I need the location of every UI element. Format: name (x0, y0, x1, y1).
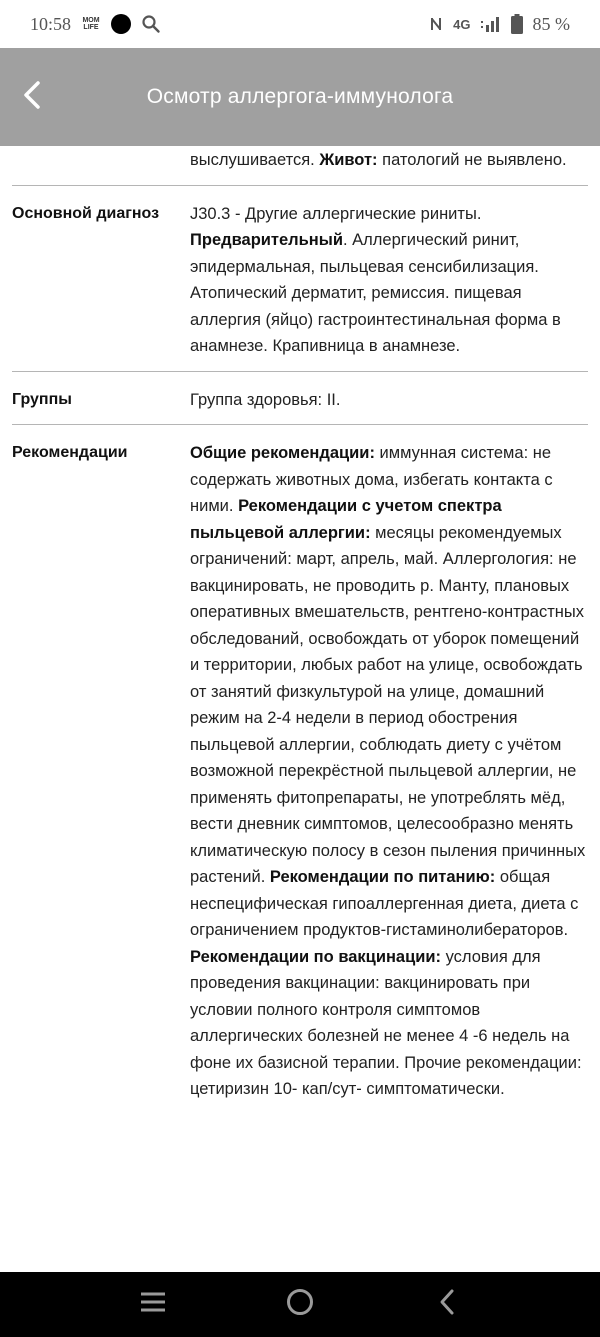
text-segment: месяцы рекомендуемых ограничений: март, апрель, май. Аллергология: не вакцинировать, не проводить р. Манту, плановых оперативных вмешательств, рентгено-контрастных обследований, освобождать от уборок помещений и территории, любых работ на улице, освобождать от занятий физкультурой на улице, домашний режим на 2-4 недели в период обострения пыльцевой аллергии, соблюдать диету с учётом возможной перекрёстной пыльцевой аллергии, не применять фитопрепараты, не употреблять мёд, вести дневник симптомов, целесообразно менять климатическую полосу в сезон пыления причинных растений. (190, 523, 586, 886)
row-value (190, 371, 588, 425)
text-segment-bold: Общие рекомендации: (190, 444, 375, 462)
network-type: 4G (453, 16, 471, 32)
page-title: Осмотр аллергога-иммунолога (146, 85, 454, 108)
back-button[interactable] (2, 48, 62, 146)
chevron-left-icon (21, 80, 43, 115)
app-header (0, 48, 600, 146)
nav-back-button[interactable] (417, 1275, 477, 1335)
text-segment-bold: Рекомендации по питанию: (269, 868, 496, 886)
system-nav-bar (0, 1272, 600, 1337)
text-segment-bold: Рекомендации по вакцинации: (190, 947, 442, 966)
row-main-diagnosis (0, 185, 600, 371)
text-segment: выслушивается. (190, 151, 320, 169)
text-segment-bold: Предварительный (190, 231, 343, 249)
battery-percent: 85 % (532, 13, 570, 34)
row-examination-continued (0, 146, 600, 185)
momlife-text-top: MOM (82, 17, 100, 24)
search-icon (141, 14, 161, 34)
text-segment: общая неспецифическая гипоаллергенная диета, диета с ограничением продуктов-гистаминолибераторов. (190, 868, 579, 939)
momlife-text-bottom: LIFE (83, 24, 99, 31)
status-bar (0, 0, 600, 48)
home-icon (285, 1287, 315, 1322)
row-value (190, 146, 588, 185)
text-segment-bold: Рекомендации с учетом спектра пыльцевой аллергии: (190, 497, 502, 542)
text-segment: патологий не выявлено. (377, 151, 567, 169)
status-left (30, 14, 161, 35)
text-segment: Группа здоровья: II. (190, 390, 341, 409)
back-icon (437, 1287, 457, 1322)
row-label: Основной диагноз (12, 204, 160, 222)
signal-icon (481, 16, 501, 32)
text-segment-bold: Живот: (319, 151, 378, 169)
momlife-icon (81, 17, 101, 31)
dot-icon (111, 14, 131, 34)
row-label (12, 146, 190, 185)
text-segment: . Аллергический ринит, эпидермальная, пыльцевая сенсибилизация. Атопический дерматит, ремиссия. пищевая аллергия (яйцо) гастроинтестинальная форма в анамнезе. Крапивница в анамнезе. (190, 231, 561, 355)
text-segment: иммунная система: не содержать животных дома, избегать контакта с ними. (190, 444, 553, 515)
row-value (190, 424, 588, 1114)
row-groups (0, 371, 600, 425)
home-button[interactable] (270, 1275, 330, 1335)
recents-icon (139, 1290, 167, 1319)
status-time: 10:58 (30, 13, 72, 34)
recents-button[interactable] (123, 1275, 183, 1335)
text-segment: J30.3 - Другие аллергические риниты. (190, 204, 482, 223)
row-label: Группы (12, 390, 72, 408)
nfc-icon (429, 15, 443, 33)
row-value (190, 185, 588, 371)
battery-icon (511, 14, 523, 34)
exam-details[interactable] (0, 146, 600, 1272)
row-label: Рекомендации (12, 444, 128, 461)
row-recommendations (0, 424, 600, 1114)
status-right (429, 14, 570, 35)
text-segment: условия для проведения вакцинации: вакцинировать при условии полного контроля симптомов аллергических болезней не менее 4 -6 недель на фоне их базисной терапии. Прочие рекомендации: цетиризин 10- кап/сут- симптоматически. (190, 947, 582, 1098)
